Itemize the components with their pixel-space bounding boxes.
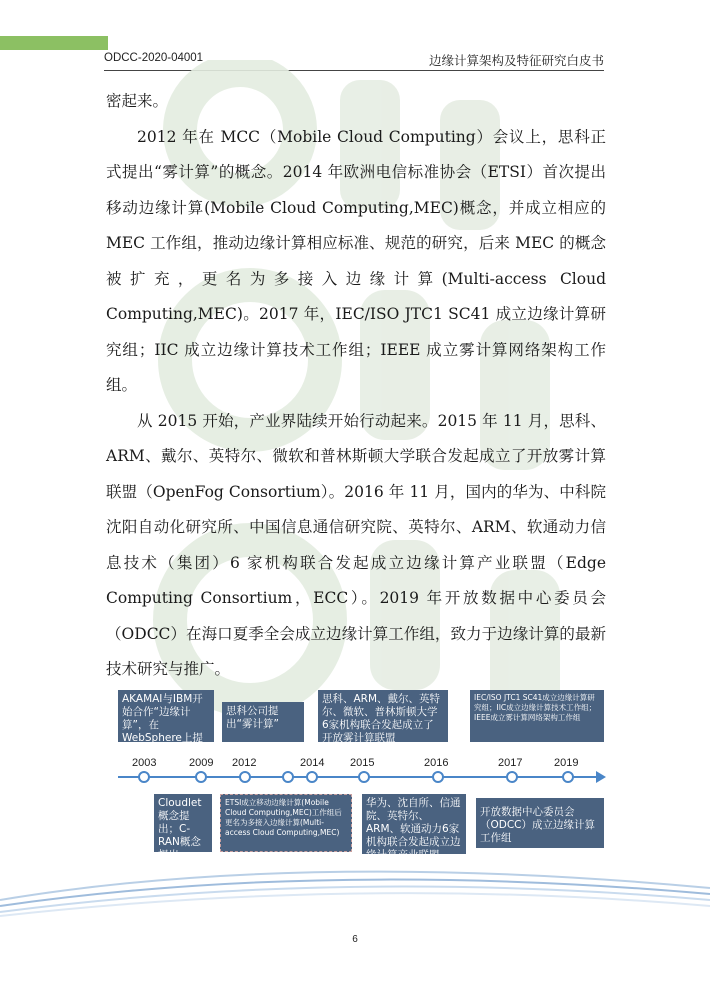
document-id: ODCC-2020-04001 (104, 52, 204, 64)
timeline-dot-2014 (306, 771, 318, 783)
timeline-box-iec-iso: IEC/ISO JTC1 SC41成立边缘计算研究组；IIC成立边缘计算技术工作组；IEEE成立雾计算网络架构工作组 (470, 690, 604, 742)
timeline-dot-2003 (138, 771, 150, 783)
body-text (106, 84, 606, 688)
edge-computing-timeline (118, 688, 604, 860)
paragraph-2: 2012 年在 MCC（Mobile Cloud Computing）会议上，思科正式提出“雾计算”的概念。2014 年欧洲电信标准协会（ETSI）首次提出移动边缘计算(Mobile Cloud Computing,MEC)概念，并成立相应的 MEC 工作组，推动边缘计算相应标准、规范的研究，后来 MEC 的概念被扩充，更名为多接入边缘计算(Multi-access Cloud Computing,MEC)。2017 年，IEC/ISO JTC1 SC41 成立边缘计算研究组；IIC 成立边缘计算技术工作组；IEEE 成立雾计算网络架构工作组。 (106, 127, 606, 394)
year-label-2017: 2017 (498, 757, 523, 769)
timeline-box-cisco-fog: 思科公司提出“雾计算” (222, 702, 304, 742)
timeline-dot-2019 (562, 771, 574, 783)
year-label-2012: 2012 (232, 757, 257, 769)
year-label-2019: 2019 (554, 757, 579, 769)
header-accent-bar (0, 36, 108, 50)
year-label-2014: 2014 (300, 757, 325, 769)
document-title: 边缘计算架构及特征研究白皮书 (428, 53, 604, 68)
timeline-box-odcc: 开放数据中心委员会（ODCC）成立边缘计算工作组 (476, 798, 604, 848)
timeline-dot-2012 (239, 771, 251, 783)
paragraph-3: 从 2015 开始，产业界陆续开始行动起来。2015 年 11 月，思科、ARM、戴尔、英特尔、微软和普林斯顿大学联合发起成立了开放雾计算联盟（OpenFog Consortium）。2016 年 11 月，国内的华为、中科院沈阳自动化研究所、中国信息通信研究院、英特尔、ARM、软通动力信息技术（集团）6 家机构联合发起成立边缘计算产业联盟（Edge Computing Consortium，ECC）。2019 年开放数据中心委员会（ODCC）在海口夏季全会成立边缘计算工作组，致力于边缘计算的最新技术研究与推广。 (106, 411, 606, 678)
timeline-dot-2015 (358, 771, 370, 783)
paragraph-1: 密起来。 (106, 92, 169, 110)
timeline-arrow-icon (596, 771, 606, 783)
year-label-2003: 2003 (132, 757, 157, 769)
timeline-box-cloudlet: Cloudlet概念提出；C-RAN概念提出； (154, 794, 212, 852)
timeline-box-akamai: AKAMAI与IBM开始合作“边缘计算”，在WebSphere上提供基于Edge服务 (118, 690, 214, 742)
year-label-2015: 2015 (350, 757, 375, 769)
timeline-dot-2009 (195, 771, 207, 783)
timeline-dot-2017 (506, 771, 518, 783)
timeline-box-openfog: 思科、ARM、戴尔、英特尔、微软、普林斯顿大学6家机构联合发起成立了开放雾计算联盟 (318, 690, 448, 742)
timeline-dot-2013 (282, 771, 294, 783)
page-number: 6 (352, 934, 358, 945)
decorative-waves (0, 860, 710, 920)
year-label-2016: 2016 (424, 757, 449, 769)
timeline-box-etsi-mec: ETSI成立移动边缘计算(Mobile Cloud Computing,MEC)工作组后更名为多接入边缘计算(Multi-access Cloud Computing,MEC) (220, 794, 352, 852)
timeline-dot-2016 (432, 771, 444, 783)
year-label-2009: 2009 (189, 757, 214, 769)
timeline-box-ecc: 华为、沈自所、信通院、英特尔、ARM、软通动力6家机构联合发起成立边缘计算产业联盟 (362, 794, 466, 854)
